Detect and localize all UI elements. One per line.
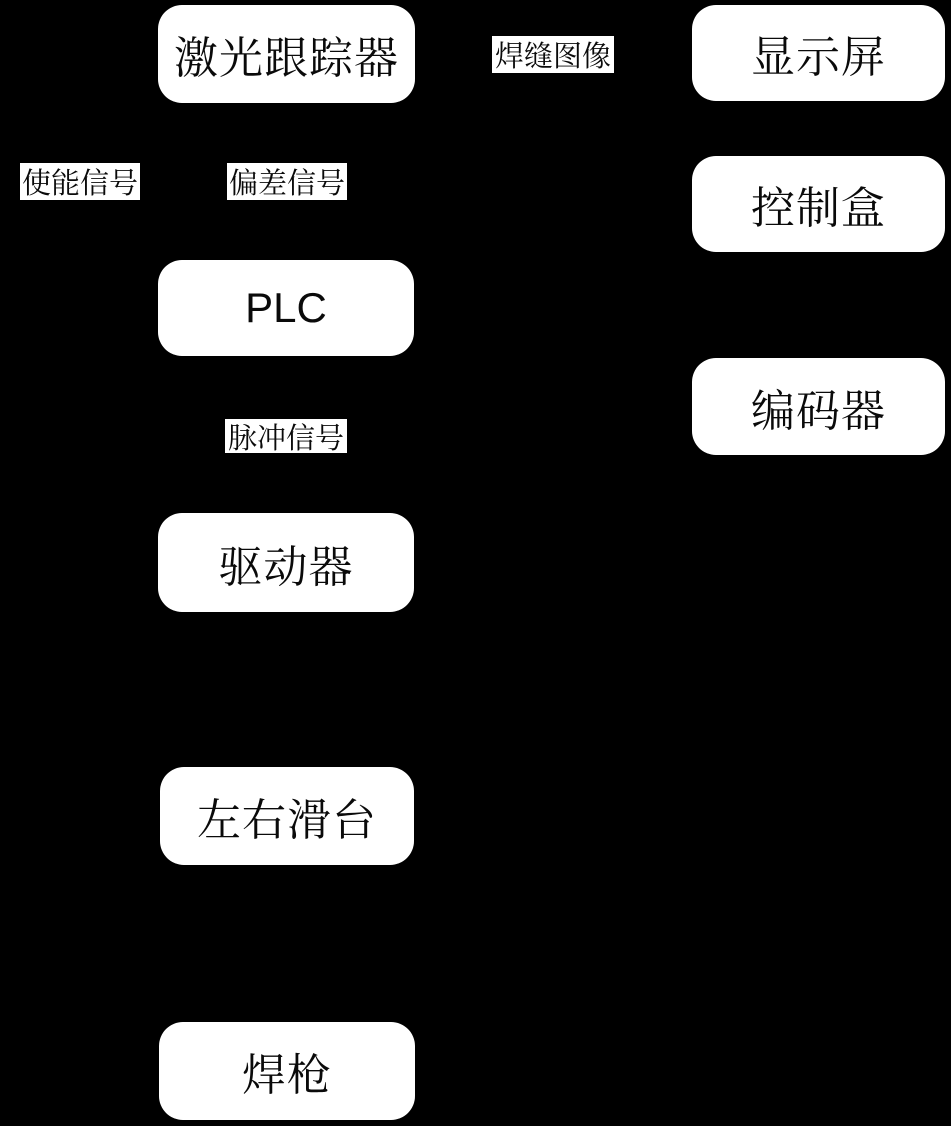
node-laser-tracker: 激光跟踪器 [158,5,415,103]
label-deviation-signal: 偏差信号 [227,163,347,200]
label-pulse-signal: 脉冲信号 [225,419,347,453]
node-control-box: 控制盒 [692,156,945,252]
label-enable-signal: 使能信号 [20,163,140,200]
label-weld-seam-image: 焊缝图像 [492,36,614,73]
node-driver: 驱动器 [158,513,414,612]
node-encoder: 编码器 [692,358,945,455]
node-welding-gun: 焊枪 [159,1022,415,1120]
node-plc: PLC [158,260,414,356]
node-slide-table: 左右滑台 [160,767,414,865]
node-display-screen: 显示屏 [692,5,945,101]
